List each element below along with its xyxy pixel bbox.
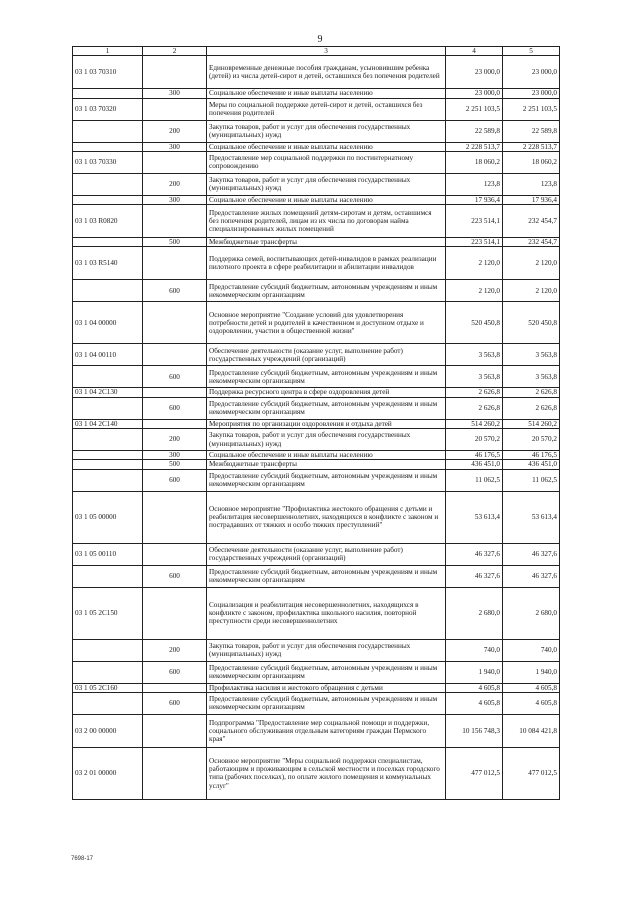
item-name: Межбюджетные трансферты xyxy=(207,460,446,469)
expense-type xyxy=(143,419,207,428)
target-code: 03 1 04 00110 xyxy=(73,344,143,366)
amount-col5: 46 327,6 xyxy=(503,565,560,587)
expense-type: 500 xyxy=(143,460,207,469)
table-row xyxy=(73,98,560,120)
amount-col5: 2 120,0 xyxy=(503,280,560,302)
expense-type: 200 xyxy=(143,120,207,142)
item-name: Основное мероприятие "Меры социальной поддержки специалистам, работающим и проживающим в сельской местности и поселках городского типа (рабочих поселках), по оплате жилого помещения и коммунальных услуг" xyxy=(207,747,446,799)
amount-col5: 740,0 xyxy=(503,639,560,661)
table-row xyxy=(73,302,560,344)
table-row xyxy=(73,173,560,195)
target-code xyxy=(73,280,143,302)
amount-col4: 17 936,4 xyxy=(446,195,503,204)
amount-col4: 2 120,0 xyxy=(446,247,503,280)
expense-type xyxy=(143,56,207,89)
item-name: Социализация и реабилитация несовершеннолетних, находящихся в конфликте с законом, профилактика школьного насилия, повторной преступности среди несовершеннолетних xyxy=(207,587,446,639)
amount-col4: 23 000,0 xyxy=(446,56,503,89)
expense-type xyxy=(143,388,207,397)
item-name: Мероприятия по организации оздоровления и отдыха детей xyxy=(207,419,446,428)
amount-col4: 4 605,8 xyxy=(446,692,503,714)
amount-col4: 520 450,8 xyxy=(446,302,503,344)
document-code: 7698-17 xyxy=(71,856,94,862)
column-header: 1 xyxy=(73,47,143,56)
item-name: Закупка товаров, работ и услуг для обеспечения государственных (муниципальных) нужд xyxy=(207,120,446,142)
target-code: 03 1 04 2C130 xyxy=(73,388,143,397)
expense-type: 600 xyxy=(143,692,207,714)
expense-type xyxy=(143,205,207,238)
target-code xyxy=(73,173,143,195)
amount-col4: 740,0 xyxy=(446,639,503,661)
amount-col4: 1 940,0 xyxy=(446,661,503,683)
table-row xyxy=(73,460,560,469)
table-row xyxy=(73,747,560,799)
target-code xyxy=(73,195,143,204)
item-name: Социальное обеспечение и иные выплаты населению xyxy=(207,451,446,460)
header-row xyxy=(73,47,560,56)
target-code xyxy=(73,238,143,247)
amount-col5: 23 000,0 xyxy=(503,89,560,98)
amount-col5: 2 626,8 xyxy=(503,397,560,419)
target-code: 03 1 05 00110 xyxy=(73,543,143,565)
amount-col5: 3 563,8 xyxy=(503,344,560,366)
amount-col4: 2 120,0 xyxy=(446,280,503,302)
amount-col5: 4 605,8 xyxy=(503,692,560,714)
column-header: 2 xyxy=(143,47,207,56)
target-code xyxy=(73,661,143,683)
amount-col4: 18 060,2 xyxy=(446,151,503,173)
item-name: Поддержка семей, воспитывающих детей-инвалидов в рамках реализации пилотного проекта в сфере реабилитации и абилитации инвалидов xyxy=(207,247,446,280)
item-name: Профилактика насилия и жестокого обращения с детьми xyxy=(207,683,446,692)
item-name: Закупка товаров, работ и услуг для обеспечения государственных (муниципальных) нужд xyxy=(207,639,446,661)
table-row xyxy=(73,247,560,280)
amount-col4: 3 563,8 xyxy=(446,366,503,388)
amount-col4: 3 563,8 xyxy=(446,344,503,366)
item-name: Закупка товаров, работ и услуг для обеспечения государственных (муниципальных) нужд xyxy=(207,173,446,195)
amount-col4: 223 514,1 xyxy=(446,205,503,238)
amount-col4: 514 260,2 xyxy=(446,419,503,428)
item-name: Предоставление субсидий бюджетным, автономным учреждениям и иным некоммерческим организациям xyxy=(207,565,446,587)
target-code: 03 1 04 00000 xyxy=(73,302,143,344)
table-row xyxy=(73,151,560,173)
target-code: 03 1 03 R5140 xyxy=(73,247,143,280)
target-code: 03 1 05 2C160 xyxy=(73,683,143,692)
table-row xyxy=(73,120,560,142)
expense-type: 600 xyxy=(143,280,207,302)
table-row xyxy=(73,56,560,89)
item-name: Предоставление субсидий бюджетным, автономным учреждениям и иным некоммерческим организациям xyxy=(207,280,446,302)
table-row xyxy=(73,429,560,451)
item-name: Социальное обеспечение и иные выплаты населению xyxy=(207,142,446,151)
table-row xyxy=(73,714,560,747)
amount-col5: 2 228 513,7 xyxy=(503,142,560,151)
amount-col5: 53 613,4 xyxy=(503,491,560,543)
table-row xyxy=(73,491,560,543)
target-code xyxy=(73,429,143,451)
amount-col4: 46 327,6 xyxy=(446,565,503,587)
table-row xyxy=(73,661,560,683)
amount-col4: 2 228 513,7 xyxy=(446,142,503,151)
expense-type: 200 xyxy=(143,639,207,661)
target-code xyxy=(73,120,143,142)
amount-col5: 232 454,7 xyxy=(503,205,560,238)
expense-type: 300 xyxy=(143,451,207,460)
expense-type xyxy=(143,543,207,565)
table-row xyxy=(73,683,560,692)
target-code: 03 1 04 2C140 xyxy=(73,419,143,428)
expense-type xyxy=(143,587,207,639)
expense-type xyxy=(143,98,207,120)
table-row xyxy=(73,587,560,639)
amount-col5: 123,8 xyxy=(503,173,560,195)
expense-type xyxy=(143,491,207,543)
budget-table xyxy=(72,46,560,800)
amount-col5: 514 260,2 xyxy=(503,419,560,428)
expense-type: 600 xyxy=(143,397,207,419)
table-row xyxy=(73,451,560,460)
table-row xyxy=(73,565,560,587)
target-code: 03 1 03 70320 xyxy=(73,98,143,120)
item-name: Основное мероприятие "Создание условий для удовлетворения потребности детей и родителей в качественном и доступном отдыхе и оздоровлении, участии в общественной жизни" xyxy=(207,302,446,344)
expense-type xyxy=(143,344,207,366)
table-row xyxy=(73,543,560,565)
amount-col5: 4 605,8 xyxy=(503,683,560,692)
table-row xyxy=(73,142,560,151)
amount-col5: 11 062,5 xyxy=(503,469,560,491)
table-row xyxy=(73,397,560,419)
item-name: Меры по социальной поддержке детей-сирот и детей, оставшихся без попечения родителей xyxy=(207,98,446,120)
target-code xyxy=(73,142,143,151)
target-code: 03 1 03 70310 xyxy=(73,56,143,89)
amount-col5: 2 626,8 xyxy=(503,388,560,397)
expense-type: 300 xyxy=(143,142,207,151)
table-row xyxy=(73,388,560,397)
table-row xyxy=(73,238,560,247)
item-name: Предоставление субсидий бюджетным, автономным учреждениям и иным некоммерческим организациям xyxy=(207,469,446,491)
item-name: Предоставление субсидий бюджетным, автономным учреждениям и иным некоммерческим организациям xyxy=(207,661,446,683)
amount-col5: 46 176,5 xyxy=(503,451,560,460)
target-code: 03 1 03 R0820 xyxy=(73,205,143,238)
amount-col5: 2 680,0 xyxy=(503,587,560,639)
table-row xyxy=(73,280,560,302)
amount-col4: 2 251 103,5 xyxy=(446,98,503,120)
amount-col4: 53 613,4 xyxy=(446,491,503,543)
amount-col4: 2 626,8 xyxy=(446,388,503,397)
table-row xyxy=(73,344,560,366)
target-code xyxy=(73,366,143,388)
item-name: Социальное обеспечение и иные выплаты населению xyxy=(207,195,446,204)
amount-col4: 4 605,8 xyxy=(446,683,503,692)
expense-type xyxy=(143,247,207,280)
amount-col5: 18 060,2 xyxy=(503,151,560,173)
item-name: Межбюджетные трансферты xyxy=(207,238,446,247)
item-name: Закупка товаров, работ и услуг для обеспечения государственных (муниципальных) нужд xyxy=(207,429,446,451)
item-name: Единовременные денежные пособия гражданам, усыновившим ребенка (детей) из числа детей-сирот и детей, оставшихся без попечения родителей xyxy=(207,56,446,89)
amount-col4: 123,8 xyxy=(446,173,503,195)
item-name: Обеспечение деятельности (оказание услуг, выполнение работ) государственных учреждений (организаций) xyxy=(207,543,446,565)
table-row xyxy=(73,366,560,388)
item-name: Социальное обеспечение и иные выплаты населению xyxy=(207,89,446,98)
amount-col4: 23 000,0 xyxy=(446,89,503,98)
amount-col4: 22 589,8 xyxy=(446,120,503,142)
table-row xyxy=(73,205,560,238)
expense-type: 600 xyxy=(143,366,207,388)
table-row xyxy=(73,89,560,98)
amount-col5: 477 012,5 xyxy=(503,747,560,799)
target-code: 03 1 03 70330 xyxy=(73,151,143,173)
expense-type xyxy=(143,302,207,344)
target-code: 03 2 00 00000 xyxy=(73,714,143,747)
target-code: 03 1 05 2C150 xyxy=(73,587,143,639)
target-code xyxy=(73,565,143,587)
target-code xyxy=(73,460,143,469)
amount-col5: 436 451,0 xyxy=(503,460,560,469)
table-row xyxy=(73,419,560,428)
target-code: 03 1 05 00000 xyxy=(73,491,143,543)
expense-type: 600 xyxy=(143,661,207,683)
amount-col5: 46 327,6 xyxy=(503,543,560,565)
amount-col4: 2 626,8 xyxy=(446,397,503,419)
amount-col5: 3 563,8 xyxy=(503,366,560,388)
column-header: 3 xyxy=(207,47,446,56)
amount-col4: 46 327,6 xyxy=(446,543,503,565)
target-code xyxy=(73,639,143,661)
page-number: 9 xyxy=(317,34,323,45)
expense-type: 200 xyxy=(143,173,207,195)
amount-col4: 10 156 748,3 xyxy=(446,714,503,747)
amount-col5: 520 450,8 xyxy=(503,302,560,344)
expense-type xyxy=(143,151,207,173)
target-code: 03 2 01 00000 xyxy=(73,747,143,799)
target-code xyxy=(73,397,143,419)
item-name: Предоставление мер социальной поддержки по постинтернатному сопровождению xyxy=(207,151,446,173)
amount-col5: 2 251 103,5 xyxy=(503,98,560,120)
amount-col4: 46 176,5 xyxy=(446,451,503,460)
amount-col4: 477 012,5 xyxy=(446,747,503,799)
column-header: 4 xyxy=(446,47,503,56)
expense-type xyxy=(143,747,207,799)
table-row xyxy=(73,195,560,204)
amount-col5: 17 936,4 xyxy=(503,195,560,204)
amount-col5: 2 120,0 xyxy=(503,247,560,280)
table-row xyxy=(73,469,560,491)
amount-col4: 436 451,0 xyxy=(446,460,503,469)
amount-col5: 232 454,7 xyxy=(503,238,560,247)
amount-col5: 22 589,8 xyxy=(503,120,560,142)
target-code xyxy=(73,692,143,714)
expense-type: 300 xyxy=(143,195,207,204)
expense-type: 600 xyxy=(143,565,207,587)
column-header: 5 xyxy=(503,47,560,56)
amount-col5: 23 000,0 xyxy=(503,56,560,89)
target-code xyxy=(73,469,143,491)
expense-type: 600 xyxy=(143,469,207,491)
amount-col4: 20 570,2 xyxy=(446,429,503,451)
target-code xyxy=(73,89,143,98)
expense-type xyxy=(143,683,207,692)
item-name: Предоставление субсидий бюджетным, автономным учреждениям и иным некоммерческим организациям xyxy=(207,397,446,419)
table-row xyxy=(73,692,560,714)
amount-col4: 2 680,0 xyxy=(446,587,503,639)
amount-col5: 20 570,2 xyxy=(503,429,560,451)
item-name: Предоставление жилых помещений детям-сиротам и детям, оставшимся без попечения родителей, лицам из их числа по договорам найма специализированных жилых помещений xyxy=(207,205,446,238)
expense-type: 500 xyxy=(143,238,207,247)
table-row xyxy=(73,639,560,661)
amount-col5: 10 084 421,8 xyxy=(503,714,560,747)
item-name: Обеспечение деятельности (оказание услуг, выполнение работ) государственных учреждений (организаций) xyxy=(207,344,446,366)
amount-col4: 11 062,5 xyxy=(446,469,503,491)
expense-type: 200 xyxy=(143,429,207,451)
item-name: Предоставление субсидий бюджетным, автономным учреждениям и иным некоммерческим организациям xyxy=(207,692,446,714)
amount-col4: 223 514,1 xyxy=(446,238,503,247)
item-name: Предоставление субсидий бюджетным, автономным учреждениям и иным некоммерческим организациям xyxy=(207,366,446,388)
item-name: Поддержка ресурсного центра в сфере оздоровления детей xyxy=(207,388,446,397)
target-code xyxy=(73,451,143,460)
amount-col5: 1 940,0 xyxy=(503,661,560,683)
expense-type: 300 xyxy=(143,89,207,98)
item-name: Подпрограмма "Предоставление мер социальной помощи и поддержки, социального обслуживания отдельным категориям граждан Пермского края" xyxy=(207,714,446,747)
expense-type xyxy=(143,714,207,747)
item-name: Основное мероприятие "Профилактика жестокого обращения с детьми и реабилитация несовершеннолетних, находящихся в конфликте с законом и пострадавших от тяжких и особо тяжких преступлений" xyxy=(207,491,446,543)
